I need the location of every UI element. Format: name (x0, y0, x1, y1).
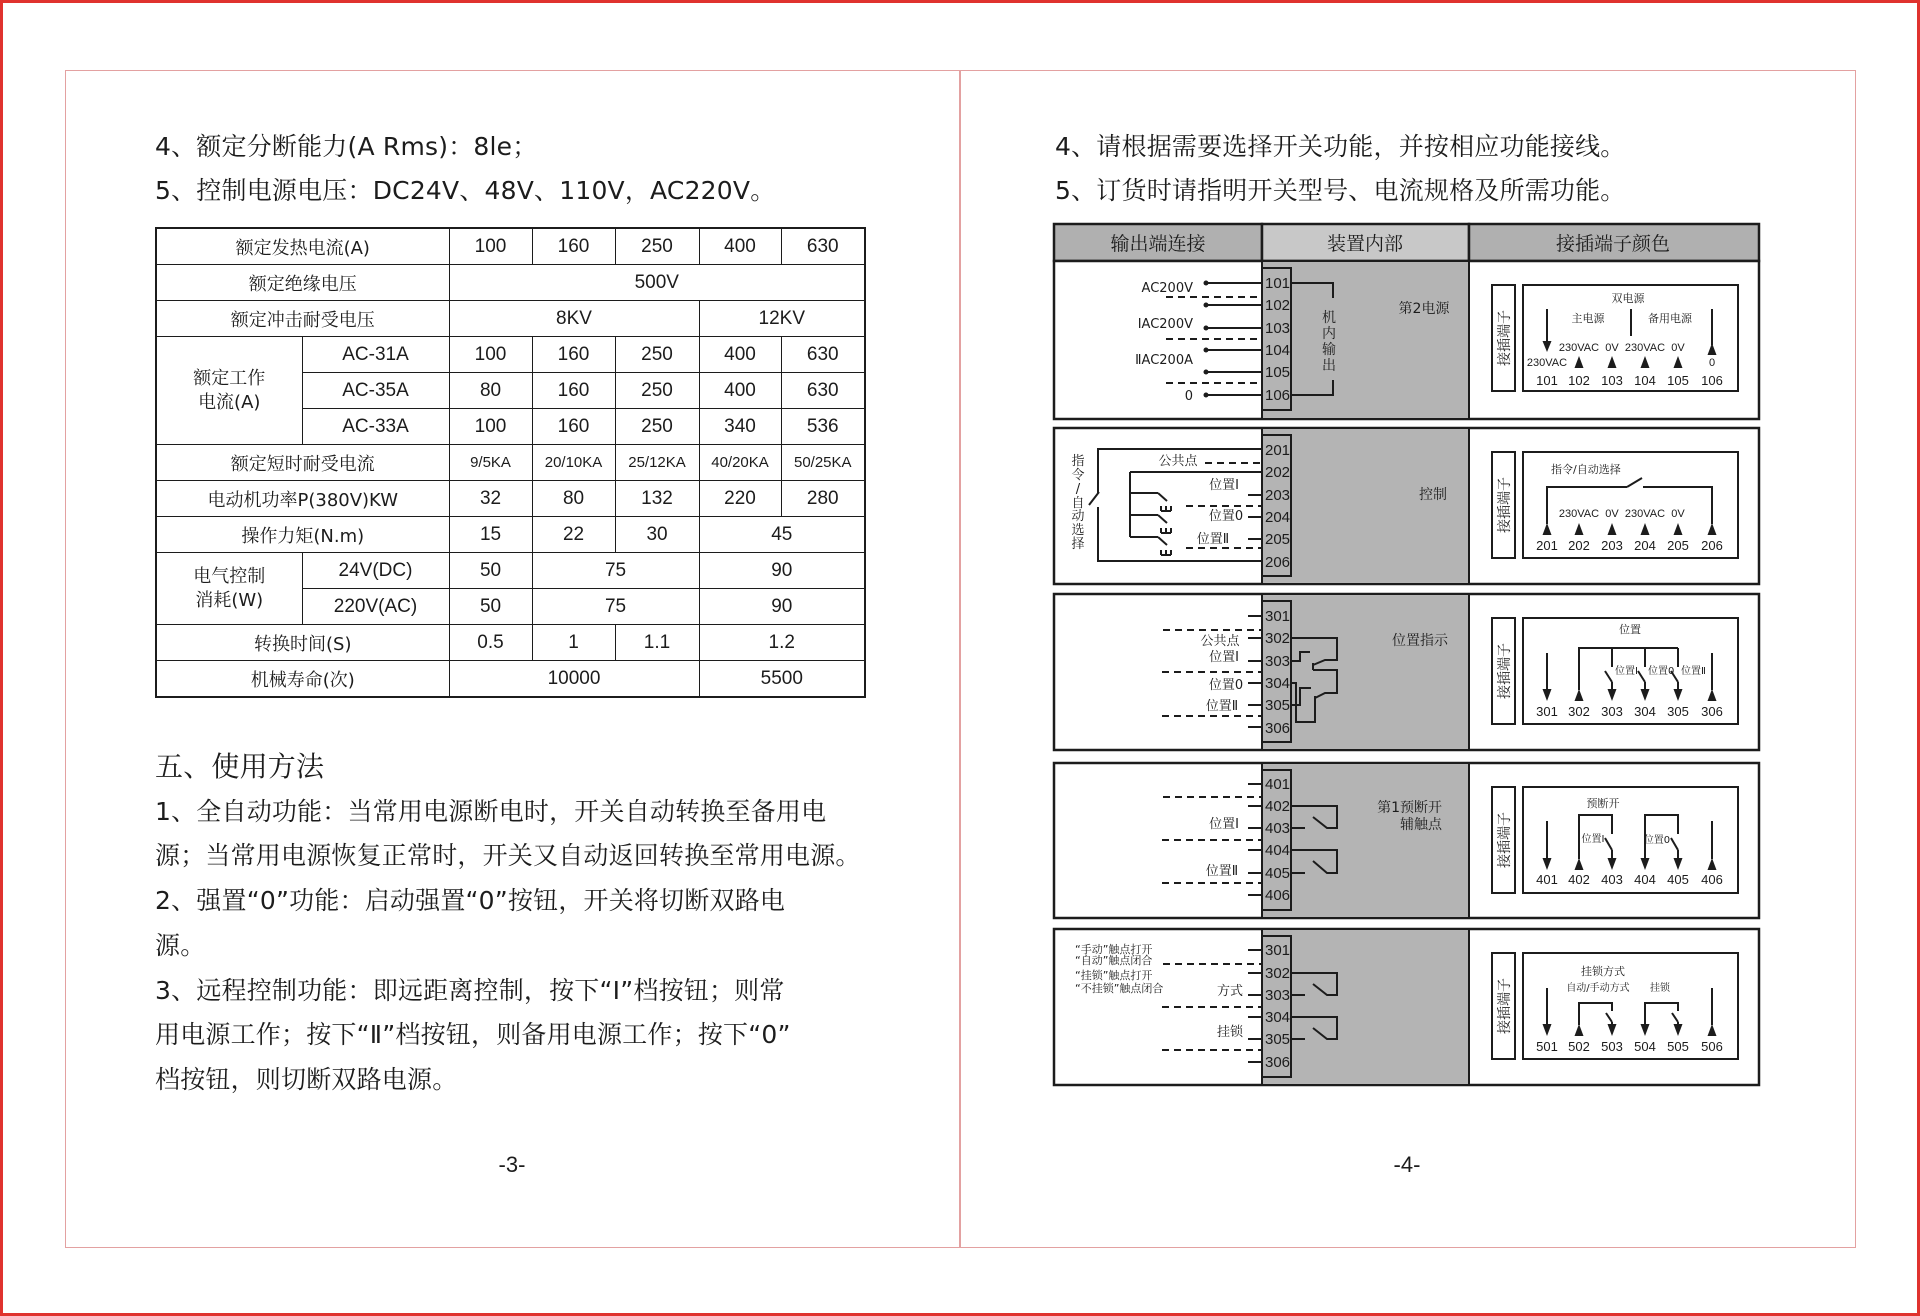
terminal-number: 402 (1265, 798, 1291, 815)
contact-note: “自动”触点闭合 (1075, 954, 1153, 967)
usage-line: 源；当常用电源恢复正常时，开关又自动返回转换至常用电源。 (155, 841, 861, 870)
pin-number: 404 (1634, 872, 1656, 887)
table-cell: 75 (532, 553, 699, 589)
pin-label: 230VAC (1624, 342, 1666, 354)
pin-number: 405 (1667, 872, 1689, 887)
table-row (156, 445, 865, 481)
header-output-connection: 输出端连接 (1110, 233, 1206, 255)
table-cell: 8KV (449, 301, 699, 337)
table-row (156, 661, 865, 698)
pin-number: 201 (1536, 538, 1558, 553)
plug-group-label: 备用电源 (1648, 312, 1692, 325)
table-cell: 400 (699, 337, 781, 373)
table-row (156, 337, 865, 373)
terminal-number: 306 (1265, 720, 1291, 737)
table-cell: 22 (532, 517, 615, 553)
usage-line: 1、全自动功能：当常用电源断电时，开关自动转换至备用电 (155, 797, 827, 826)
plug-group-label: 主电源 (1571, 312, 1605, 325)
diagram-section-control (1054, 428, 1759, 584)
output-label: 位置Ⅱ (1196, 532, 1230, 547)
table-cell: 90 (699, 589, 865, 625)
usage-line: 2、强置“0”功能：启动强置“0”按钮，开关将切断双路电 (155, 886, 786, 915)
usage-line: 用电源工作；按下“Ⅱ”档按钮，则备用电源工作；按下“0” (155, 1020, 791, 1049)
table-cell: 20/10KA (532, 445, 615, 481)
note-line: 4、请根据需要选择开关功能，并按相应功能接线。 (1055, 132, 1626, 161)
pin-number: 205 (1667, 538, 1689, 553)
table-cell: 100 (449, 228, 532, 265)
output-label: 公共点 (1200, 634, 1240, 649)
internal-function-label: 第2电源 (1398, 301, 1450, 317)
table-cell: 100 (449, 409, 532, 445)
output-label: 位置0 (1208, 678, 1244, 693)
terminal-number: 101 (1265, 275, 1291, 292)
header-plug-terminal-color: 接插端子颜色 (1555, 233, 1671, 255)
row-label: 操作力矩(N.m) (156, 517, 449, 553)
table-row (156, 481, 865, 517)
terminal-number: 104 (1265, 342, 1291, 359)
row-label: 额定发热电流(A) (156, 228, 449, 265)
pin-number: 505 (1667, 1039, 1689, 1054)
pin-label: 0V (1671, 508, 1685, 520)
terminal-number: 403 (1265, 820, 1291, 837)
usage-line: 源。 (155, 931, 206, 960)
pin-number: 506 (1701, 1039, 1723, 1054)
vertical-label-char: 选 (1071, 523, 1085, 538)
output-label: 方式 (1216, 984, 1244, 999)
table-row (156, 553, 865, 589)
plug-terminal-label: 接插端子 (1497, 812, 1513, 868)
group-label-line: 额定工作 (193, 367, 266, 389)
pin-number: 104 (1634, 373, 1656, 388)
table-cell: 80 (449, 373, 532, 409)
terminal-number: 301 (1265, 608, 1291, 625)
plug-group-label: 自动/手动方式 (1566, 983, 1630, 994)
pin-number: 302 (1568, 704, 1590, 719)
wiring-diagram (1050, 220, 1765, 1090)
contact-note: “手动”触点打开 (1075, 943, 1153, 956)
terminal-number: 106 (1265, 387, 1291, 404)
pin-number: 306 (1701, 704, 1723, 719)
table-cell: 50 (449, 589, 532, 625)
pin-label: 0V (1605, 508, 1619, 520)
pin-number: 504 (1634, 1039, 1656, 1054)
table-cell: 1.1 (615, 625, 699, 661)
output-label: 公共点 (1158, 454, 1198, 469)
output-label: 位置Ⅱ (1205, 699, 1239, 714)
internal-vertical-char: 机 (1322, 310, 1336, 326)
plug-title: 双电源 (1611, 292, 1645, 305)
diagram-section-position-indication (1054, 594, 1759, 750)
table-cell: 40/20KA (699, 445, 781, 481)
group-label-line: 消耗(W) (195, 589, 264, 611)
pin-number: 102 (1568, 373, 1590, 388)
vertical-label-char: 令 (1071, 468, 1085, 483)
table-cell: 160 (532, 373, 615, 409)
table-cell: 220 (699, 481, 781, 517)
pin-number: 304 (1634, 704, 1656, 719)
table-row (156, 265, 865, 301)
terminal-number: 206 (1265, 554, 1291, 571)
plug-group-label: 挂锁 (1650, 983, 1670, 994)
terminal-number: 302 (1265, 630, 1291, 647)
plug-terminal-label: 接插端子 (1497, 643, 1513, 699)
pin-number: 503 (1601, 1039, 1623, 1054)
internal-vertical-char: 内 (1322, 326, 1336, 342)
table-cell: 500V (449, 265, 865, 301)
row-group-label (156, 337, 302, 445)
output-label: AC200V (1141, 281, 1193, 296)
output-label: ⅡAC200A (1135, 353, 1193, 368)
table-cell: 250 (615, 409, 699, 445)
row-label: 电动机功率P(380V)KW (156, 481, 449, 517)
switch-label: 位置0 (1643, 835, 1671, 846)
spec-table (155, 227, 866, 698)
row-sublabel: 220V(AC) (302, 589, 449, 625)
table-cell: 5500 (699, 661, 865, 698)
pin-label: 0V (1605, 342, 1619, 354)
table-cell: 9/5KA (449, 445, 532, 481)
terminal-number: 204 (1265, 509, 1291, 526)
table-cell: 250 (615, 373, 699, 409)
output-label: 0 (1184, 389, 1193, 404)
terminal-number: 202 (1265, 464, 1291, 481)
table-cell: 630 (781, 228, 865, 265)
pin-label: 230VAC (1526, 357, 1568, 369)
table-row (156, 517, 865, 553)
table-cell: 340 (699, 409, 781, 445)
vertical-label-char: / (1075, 482, 1081, 497)
vertical-label-char: 择 (1071, 537, 1085, 552)
table-cell: 45 (699, 517, 865, 553)
table-cell: 250 (615, 228, 699, 265)
plug-title: 预断开 (1586, 797, 1620, 810)
table-cell: 100 (449, 337, 532, 373)
pin-number: 403 (1601, 872, 1623, 887)
terminal-number: 401 (1265, 776, 1291, 793)
pin-number: 202 (1568, 538, 1590, 553)
plug-terminal-label: 接插端子 (1497, 477, 1513, 533)
note-line: 5、订货时请指明开关型号、电流规格及所需功能。 (1055, 176, 1626, 205)
pin-number: 103 (1601, 373, 1623, 388)
table-cell: 1 (532, 625, 615, 661)
terminal-number: 405 (1265, 865, 1291, 882)
row-label: 额定短时耐受电流 (156, 445, 449, 481)
row-sublabel: AC-33A (302, 409, 449, 445)
output-label: 位置Ⅰ (1209, 650, 1239, 665)
pin-number: 501 (1536, 1039, 1558, 1054)
internal-vertical-char: 出 (1322, 358, 1336, 374)
output-label: 挂锁 (1216, 1025, 1244, 1040)
row-sublabel: AC-31A (302, 337, 449, 373)
terminal-number: 205 (1265, 531, 1291, 548)
switch-label: 位置Ⅰ (1615, 666, 1638, 677)
plug-title: 挂锁方式 (1581, 965, 1625, 978)
pin-number: 106 (1701, 373, 1723, 388)
pin-number: 402 (1568, 872, 1590, 887)
terminal-number: 302 (1265, 965, 1291, 982)
terminal-number: 102 (1265, 297, 1291, 314)
header-device-internal: 装置内部 (1326, 233, 1404, 255)
terminal-number: 301 (1265, 942, 1291, 959)
vertical-label-char: 指 (1071, 454, 1085, 469)
terminal-number: 406 (1265, 887, 1291, 904)
table-cell: 80 (532, 481, 615, 517)
table-cell: 30 (615, 517, 699, 553)
pin-number: 206 (1701, 538, 1723, 553)
table-cell: 630 (781, 337, 865, 373)
internal-function-label: 第1预断开 (1377, 800, 1442, 816)
spec-line-control-voltage: 5、控制电源电压：DC24V、48V、110V，AC220V。 (155, 176, 776, 205)
pin-label: 0 (1708, 357, 1716, 369)
output-label: 位置0 (1208, 509, 1244, 524)
plug-title: 位置 (1619, 623, 1641, 636)
terminal-number: 305 (1265, 697, 1291, 714)
table-cell: 10000 (449, 661, 699, 698)
terminal-number: 304 (1265, 675, 1291, 692)
pin-number: 204 (1634, 538, 1656, 553)
switch-label: 位置Ⅰ (1581, 834, 1605, 845)
table-cell: 1.2 (699, 625, 865, 661)
table-cell: 75 (532, 589, 699, 625)
vertical-label-char: 自 (1071, 496, 1085, 511)
pin-number: 502 (1568, 1039, 1590, 1054)
diagram-header (1054, 224, 1759, 261)
page-number: -4- (1393, 1152, 1421, 1177)
terminal-number: 303 (1265, 987, 1291, 1004)
pin-label: 230VAC (1558, 342, 1600, 354)
pin-number: 406 (1701, 872, 1723, 887)
terminal-number: 305 (1265, 1031, 1291, 1048)
usage-line: 3、远程控制功能：即远距离控制，按下“Ⅰ”档按钮；则常 (155, 976, 785, 1005)
pin-number: 301 (1536, 704, 1558, 719)
terminal-number: 201 (1265, 442, 1291, 459)
output-label: 位置Ⅰ (1209, 478, 1239, 493)
spec-line-breaking-capacity: 4、额定分断能力(A Rms)：8le； (155, 132, 538, 161)
pin-label: 230VAC (1624, 508, 1666, 520)
diagram-section-pre-break-contact (1054, 763, 1759, 918)
terminal-number: 105 (1265, 364, 1291, 381)
section-title-usage: 五、使用方法 (155, 750, 325, 783)
terminal-number: 203 (1265, 487, 1291, 504)
table-cell: 15 (449, 517, 532, 553)
table-cell: 400 (699, 373, 781, 409)
pin-number: 305 (1667, 704, 1689, 719)
table-cell: 50/25KA (781, 445, 865, 481)
table-cell: 160 (532, 337, 615, 373)
usage-line: 档按钮，则切断双路电源。 (155, 1065, 458, 1094)
pin-label: 230VAC (1558, 508, 1600, 520)
table-row (156, 301, 865, 337)
row-sublabel: 24V(DC) (302, 553, 449, 589)
table-cell: 50 (449, 553, 532, 589)
table-cell: 12KV (699, 301, 865, 337)
table-cell: 132 (615, 481, 699, 517)
group-label-line: 电流(A) (198, 391, 261, 413)
table-row (156, 625, 865, 661)
row-group-label (156, 553, 302, 625)
table-cell: 0.5 (449, 625, 532, 661)
row-label: 转换时间(S) (156, 625, 449, 661)
table-cell: 250 (615, 337, 699, 373)
row-label: 额定冲击耐受电压 (156, 301, 449, 337)
switch-label: 位置Ⅱ (1681, 666, 1706, 677)
internal-function-label: 辅触点 (1400, 817, 1442, 833)
pin-number: 203 (1601, 538, 1623, 553)
terminal-number: 303 (1265, 653, 1291, 670)
terminal-number: 404 (1265, 842, 1291, 859)
table-cell: 400 (699, 228, 781, 265)
output-label: ⅠAC200V (1137, 317, 1193, 332)
terminal-number: 103 (1265, 320, 1291, 337)
plug-terminal-label: 接插端子 (1497, 310, 1513, 366)
pin-number: 303 (1601, 704, 1623, 719)
contact-note: “不挂锁”触点闭合 (1075, 982, 1164, 995)
internal-vertical-char: 输 (1322, 342, 1336, 358)
output-label: 位置Ⅱ (1205, 864, 1239, 879)
table-cell: 536 (781, 409, 865, 445)
pin-number: 101 (1536, 373, 1558, 388)
plug-terminal-label: 接插端子 (1497, 978, 1513, 1034)
table-cell: 160 (532, 228, 615, 265)
plug-title: 指令/自动选择 (1551, 463, 1621, 476)
table-cell: 25/12KA (615, 445, 699, 481)
contact-note: “挂锁”触点打开 (1075, 969, 1153, 982)
table-cell: 32 (449, 481, 532, 517)
row-sublabel: AC-35A (302, 373, 449, 409)
internal-function-label: 控制 (1419, 487, 1447, 503)
pin-number: 105 (1667, 373, 1689, 388)
table-cell: 90 (699, 553, 865, 589)
output-label: 位置Ⅰ (1209, 817, 1239, 832)
pin-label: 0V (1671, 342, 1685, 354)
internal-function-label: 位置指示 (1392, 633, 1448, 649)
row-label: 机械寿命(次) (156, 661, 449, 698)
page-number: -3- (498, 1152, 526, 1177)
table-row (156, 228, 865, 265)
table-cell: 160 (532, 409, 615, 445)
terminal-number: 306 (1265, 1054, 1291, 1071)
vertical-label-char: 动 (1071, 509, 1085, 524)
table-cell: 280 (781, 481, 865, 517)
terminal-number: 304 (1265, 1009, 1291, 1026)
table-cell: 630 (781, 373, 865, 409)
switch-label: 位置0 (1648, 666, 1675, 677)
diagram-section-lock-mode (1054, 929, 1759, 1085)
diagram-section-dual-power (1054, 261, 1759, 419)
row-label: 额定绝缘电压 (156, 265, 449, 301)
group-label-line: 电气控制 (193, 565, 266, 587)
pin-number: 401 (1536, 872, 1558, 887)
